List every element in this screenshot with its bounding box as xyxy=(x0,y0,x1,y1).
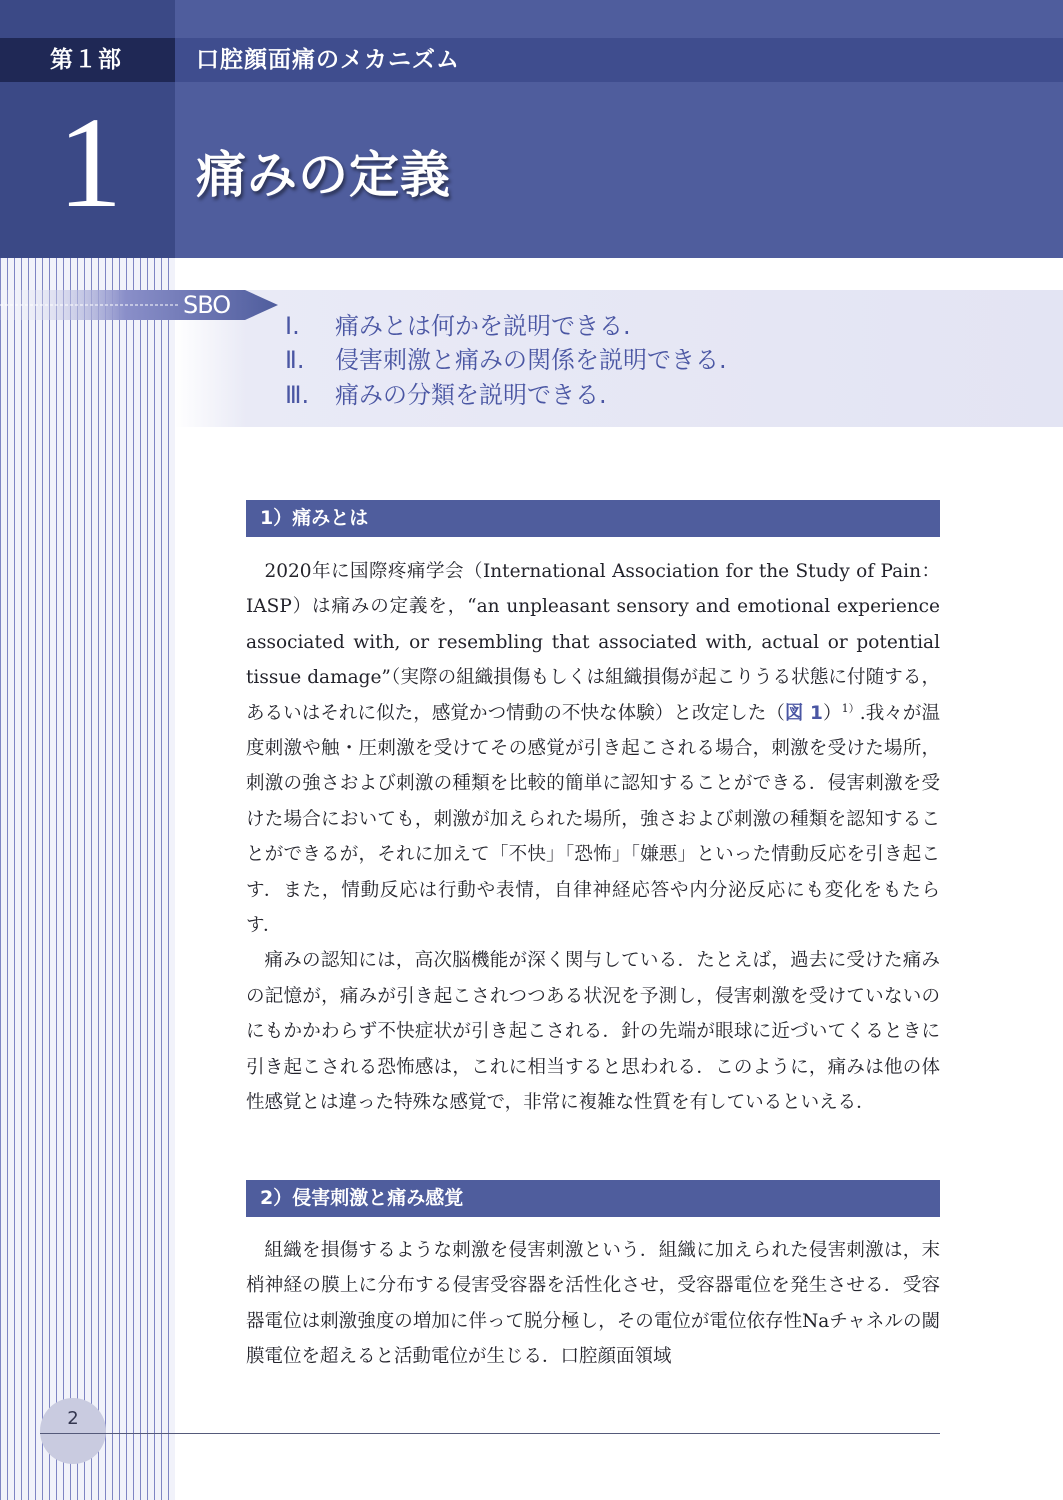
paragraph xyxy=(246,554,940,943)
sbo-item-number: Ⅲ. xyxy=(285,381,310,409)
chapter-title: 痛みの定義 xyxy=(196,146,451,204)
sbo-item-1 xyxy=(285,309,631,343)
sbo-item-text: 侵害刺激と痛みの関係を説明できる. xyxy=(335,346,727,374)
paragraph: 組織を損傷するような刺激を侵害刺激という．組織に加えられた侵害刺激は，末梢神経の膜上に分布する侵害受容器を活性化させ，受容器電位を発生させる．受容器電位は刺激強度の増加に伴って脱分極し，その電位が電位依存性Naチャネルの閾膜電位を超えると活動電位が生じる．口腔顔面領域 xyxy=(246,1240,940,1368)
sbo-item-3 xyxy=(285,378,607,412)
figure-reference-link[interactable]: 図 1 xyxy=(784,702,823,724)
sbo-item-2 xyxy=(285,343,727,377)
section-1-body xyxy=(246,554,940,1121)
part-title: 口腔顔面痛のメカニズム xyxy=(196,46,460,73)
part-label: 第１部 xyxy=(50,46,122,73)
section-heading-1: 1）痛みとは xyxy=(246,500,940,537)
page-number: 2 xyxy=(67,1408,79,1429)
paragraph-text: ） xyxy=(822,702,842,724)
citation-superscript: 1） xyxy=(841,701,860,715)
sbo-label: SBO xyxy=(183,291,231,319)
section-2-body xyxy=(246,1233,940,1375)
paragraph: 痛みの認知には，高次脳機能が深く関与している．たとえば，過去に受けた痛みの記憶が，痛みが引き起こされつつある状況を予測し，侵害刺激を受けていないのにもかかわらず不快症状が引き起こされる．針の先端が眼球に近づいてくるときに引き起こされる恐怖感は，これに相当すると思われる．このように，痛みは他の体性感覚とは違った特殊な感覚で，非常に複雑な性質を有しているといえる． xyxy=(246,950,940,1114)
paragraph-text: .我々が温度刺激や触・圧刺激を受けてその感覚が引き起こされる場合，刺激を受けた場所，刺激の強さおよび刺激の種類を比較的簡単に認知することができる．侵害刺激を受けた場合においても，刺激が加えられた場所，強さおよび刺激の種類を認知することができるが，それに加えて「不快」「恐怖」「嫌悪」といった情動反応を引き起こす．また，情動反応は行動や表情，自律神経応答や内分泌反応にも変化をもたらす． xyxy=(246,702,940,937)
paragraph-text: 2020年に国際疼痛学会（International Association for the Study of Pain：IASP）は痛みの定義を，“an unpleasant sensory and emotional experience associated with, or resembling that associated with, actual or potential tissue damage”（実際の組織損傷もしくは組織損傷が起こりうる状態に付随する，あるいはそれに似た，感覚かつ情動の不快な体験）と改定した（ xyxy=(246,561,940,724)
sbo-item-text: 痛みとは何かを説明できる. xyxy=(335,312,631,340)
left-stripe-column xyxy=(0,258,175,1500)
footer-rule xyxy=(40,1433,940,1434)
sbo-item-number: Ⅱ. xyxy=(285,346,305,374)
section-heading-2: 2）侵害刺激と痛み感覚 xyxy=(246,1180,940,1217)
sbo-item-text: 痛みの分類を説明できる. xyxy=(335,381,607,409)
sbo-item-number: Ⅰ. xyxy=(285,312,300,340)
sbo-ribbon xyxy=(0,286,278,324)
chapter-number: 1 xyxy=(57,91,123,235)
